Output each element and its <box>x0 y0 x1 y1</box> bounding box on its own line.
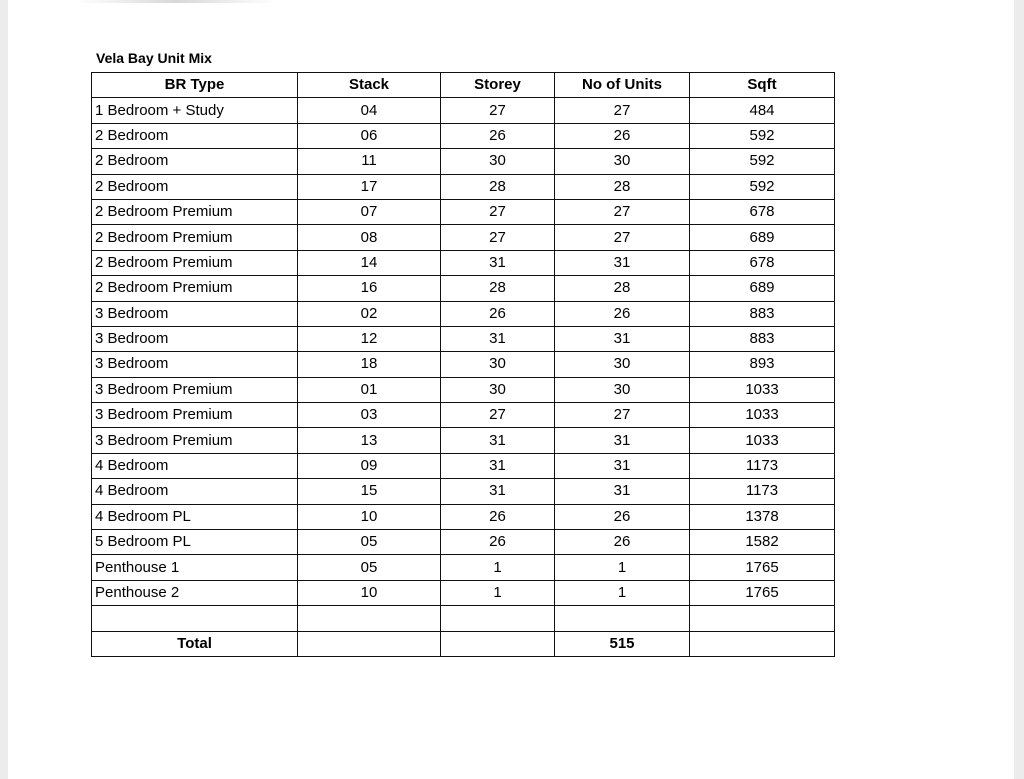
units-cell: 26 <box>555 123 690 148</box>
units-cell: 31 <box>555 428 690 453</box>
stack-cell: 06 <box>298 123 441 148</box>
header-row <box>92 73 835 98</box>
storey-cell: 27 <box>441 225 555 250</box>
br-type-cell: 2 Bedroom Premium <box>92 225 298 250</box>
storey-cell: 27 <box>441 98 555 123</box>
sqft-cell: 678 <box>690 199 835 224</box>
units-cell: 30 <box>555 352 690 377</box>
units-cell: 27 <box>555 98 690 123</box>
sqft-cell: 592 <box>690 123 835 148</box>
storey-cell: 31 <box>441 453 555 478</box>
units-cell: 28 <box>555 276 690 301</box>
units-cell: 27 <box>555 225 690 250</box>
sqft-cell: 592 <box>690 174 835 199</box>
br-type-cell: Penthouse 1 <box>92 555 298 580</box>
br-type-cell: 3 Bedroom Premium <box>92 377 298 402</box>
units-cell: 27 <box>555 199 690 224</box>
units-cell: 31 <box>555 326 690 351</box>
table-row <box>92 174 835 199</box>
storey-cell: 30 <box>441 149 555 174</box>
table-row <box>92 250 835 275</box>
storey-cell: 27 <box>441 403 555 428</box>
sqft-cell: 1033 <box>690 377 835 402</box>
units-cell: 30 <box>555 149 690 174</box>
br-type-cell: 2 Bedroom <box>92 123 298 148</box>
units-cell: 1 <box>555 555 690 580</box>
stack-cell: 05 <box>298 555 441 580</box>
table-row <box>92 428 835 453</box>
stack-cell: 15 <box>298 479 441 504</box>
storey-cell: 26 <box>441 123 555 148</box>
sqft-cell: 592 <box>690 149 835 174</box>
table-row <box>92 149 835 174</box>
br-type-cell: 2 Bedroom Premium <box>92 250 298 275</box>
table-row <box>92 555 835 580</box>
br-type-cell: 2 Bedroom Premium <box>92 199 298 224</box>
table-row <box>92 403 835 428</box>
stack-cell: 17 <box>298 174 441 199</box>
stack-cell: 02 <box>298 301 441 326</box>
units-cell: 30 <box>555 377 690 402</box>
stack-cell: 18 <box>298 352 441 377</box>
units-cell: 31 <box>555 479 690 504</box>
br-type-cell: 1 Bedroom + Study <box>92 98 298 123</box>
stack-cell: 05 <box>298 530 441 555</box>
sqft-cell: 893 <box>690 352 835 377</box>
storey-cell: 26 <box>441 530 555 555</box>
column-header-stack: Stack <box>298 73 441 98</box>
column-header-sqft: Sqft <box>690 73 835 98</box>
sqft-cell: 678 <box>690 250 835 275</box>
table-row <box>92 530 835 555</box>
units-cell: 27 <box>555 403 690 428</box>
column-header-br-type: BR Type <box>92 73 298 98</box>
sqft-cell: 1173 <box>690 453 835 478</box>
column-header-storey: Storey <box>441 73 555 98</box>
br-type-cell: 4 Bedroom PL <box>92 504 298 529</box>
table-cell <box>92 606 298 631</box>
stack-cell: 08 <box>298 225 441 250</box>
sqft-cell: 1582 <box>690 530 835 555</box>
storey-cell: 26 <box>441 301 555 326</box>
storey-cell: 30 <box>441 352 555 377</box>
sqft-cell: 883 <box>690 301 835 326</box>
table-row <box>92 199 835 224</box>
column-header-no-of-units: No of Units <box>555 73 690 98</box>
br-type-cell: 3 Bedroom <box>92 301 298 326</box>
sqft-cell: 1765 <box>690 580 835 605</box>
storey-cell: 1 <box>441 580 555 605</box>
sqft-cell: 484 <box>690 98 835 123</box>
br-type-cell: 3 Bedroom Premium <box>92 403 298 428</box>
units-cell: 1 <box>555 580 690 605</box>
sqft-cell: 689 <box>690 276 835 301</box>
blank-row <box>92 606 835 631</box>
stack-cell: 16 <box>298 276 441 301</box>
br-type-cell: 3 Bedroom Premium <box>92 428 298 453</box>
sqft-cell: 1033 <box>690 403 835 428</box>
stack-cell: 10 <box>298 580 441 605</box>
stack-cell: 14 <box>298 250 441 275</box>
table-row <box>92 453 835 478</box>
sqft-cell: 883 <box>690 326 835 351</box>
sqft-cell: 689 <box>690 225 835 250</box>
stack-cell: 12 <box>298 326 441 351</box>
sqft-cell: 1378 <box>690 504 835 529</box>
table-cell <box>690 631 835 656</box>
table-row <box>92 377 835 402</box>
table-cell <box>555 606 690 631</box>
table-row <box>92 326 835 351</box>
br-type-cell: 2 Bedroom Premium <box>92 276 298 301</box>
units-cell: 26 <box>555 530 690 555</box>
table-cell <box>441 606 555 631</box>
br-type-cell: 5 Bedroom PL <box>92 530 298 555</box>
stack-cell: 07 <box>298 199 441 224</box>
total-units: 515 <box>555 631 690 656</box>
stack-cell: 09 <box>298 453 441 478</box>
table-cell <box>298 606 441 631</box>
sqft-cell: 1033 <box>690 428 835 453</box>
br-type-cell: 4 Bedroom <box>92 453 298 478</box>
scan-artifact <box>76 0 276 3</box>
storey-cell: 26 <box>441 504 555 529</box>
storey-cell: 31 <box>441 479 555 504</box>
stack-cell: 10 <box>298 504 441 529</box>
table-cell <box>441 631 555 656</box>
table-row <box>92 352 835 377</box>
units-cell: 28 <box>555 174 690 199</box>
table-cell <box>298 631 441 656</box>
stack-cell: 01 <box>298 377 441 402</box>
total-row <box>92 631 835 656</box>
table-row <box>92 123 835 148</box>
stack-cell: 03 <box>298 403 441 428</box>
storey-cell: 31 <box>441 326 555 351</box>
br-type-cell: 4 Bedroom <box>92 479 298 504</box>
storey-cell: 31 <box>441 428 555 453</box>
table-row <box>92 479 835 504</box>
table-row <box>92 301 835 326</box>
br-type-cell: 3 Bedroom <box>92 326 298 351</box>
storey-cell: 31 <box>441 250 555 275</box>
table-row <box>92 504 835 529</box>
stack-cell: 04 <box>298 98 441 123</box>
br-type-cell: 2 Bedroom <box>92 149 298 174</box>
storey-cell: 28 <box>441 276 555 301</box>
storey-cell: 28 <box>441 174 555 199</box>
units-cell: 26 <box>555 504 690 529</box>
table-body <box>92 98 835 657</box>
table-row <box>92 276 835 301</box>
sqft-cell: 1765 <box>690 555 835 580</box>
br-type-cell: Penthouse 2 <box>92 580 298 605</box>
br-type-cell: 3 Bedroom <box>92 352 298 377</box>
storey-cell: 27 <box>441 199 555 224</box>
table-row <box>92 580 835 605</box>
storey-cell: 30 <box>441 377 555 402</box>
units-cell: 31 <box>555 453 690 478</box>
table-row <box>92 98 835 123</box>
units-cell: 31 <box>555 250 690 275</box>
total-label: Total <box>92 631 298 656</box>
table-cell <box>690 606 835 631</box>
storey-cell: 1 <box>441 555 555 580</box>
table-row <box>92 225 835 250</box>
table-title: Vela Bay Unit Mix <box>96 50 212 66</box>
units-cell: 26 <box>555 301 690 326</box>
br-type-cell: 2 Bedroom <box>92 174 298 199</box>
sqft-cell: 1173 <box>690 479 835 504</box>
stack-cell: 13 <box>298 428 441 453</box>
unit-mix-table <box>91 72 835 657</box>
stack-cell: 11 <box>298 149 441 174</box>
